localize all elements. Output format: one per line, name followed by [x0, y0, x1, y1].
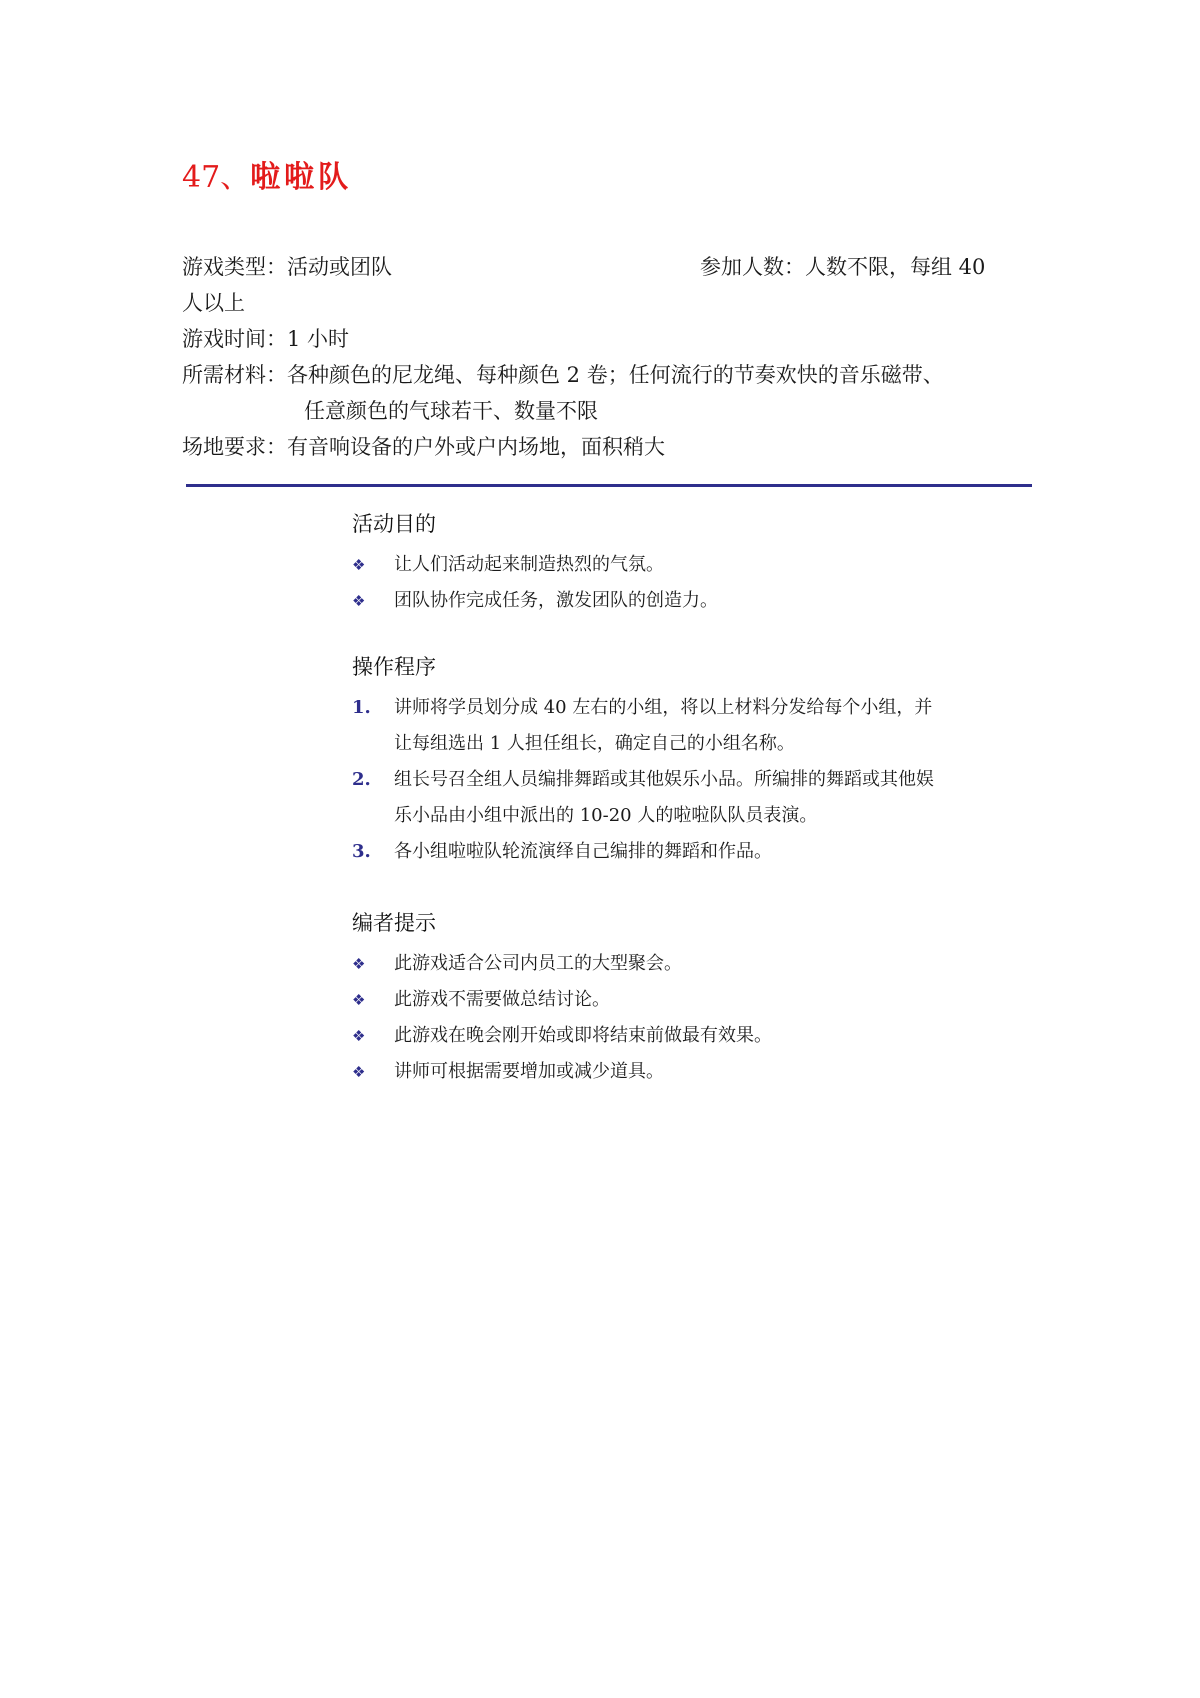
time-value: 1 小时 [287, 327, 350, 351]
venue-label: 场地要求： [182, 435, 287, 459]
list-item: 3. 各小组啦啦队轮流演绎自己编排的舞蹈和作品。 [352, 834, 1032, 870]
step-number: 1. [352, 697, 371, 718]
list-item: ❖ 讲师可根据需要增加或减少道具。 [352, 1054, 1032, 1090]
meta-row-type [182, 249, 1022, 285]
diamond-four-icon: ❖ [352, 1063, 366, 1081]
diamond-four-icon: ❖ [352, 592, 366, 610]
meta-row-venue [182, 429, 1022, 465]
game-type-label: 游戏类型： [182, 255, 287, 279]
section-divider [186, 484, 1032, 487]
game-number: 47、 [182, 160, 251, 195]
game-meta [182, 249, 1022, 465]
list-item: ❖ 团队协作完成任务，激发团队的创造力。 [352, 583, 1032, 619]
section-purpose [352, 509, 1032, 619]
materials-value-line2: 任意颜色的气球若干、数量不限 [304, 399, 598, 423]
diamond-four-icon: ❖ [352, 556, 366, 574]
game-type-value: 活动或团队 [287, 255, 392, 279]
diamond-four-icon: ❖ [352, 1027, 366, 1045]
list-item: ❖ 此游戏不需要做总结讨论。 [352, 982, 1032, 1018]
diamond-four-icon: ❖ [352, 991, 366, 1009]
list-item: ❖ 此游戏在晚会刚开始或即将结束前做最有效果。 [352, 1018, 1032, 1054]
section-title-purpose: 活动目的 [352, 512, 436, 536]
participants [700, 249, 985, 285]
meta-row-participants-cont [182, 285, 1022, 321]
meta-row-materials [182, 357, 1022, 393]
section-title-tips: 编者提示 [352, 911, 436, 935]
step-number: 3. [352, 841, 371, 862]
step-number: 2. [352, 769, 371, 790]
venue-value: 有音响设备的户外或户内场地，面积稍大 [287, 435, 665, 459]
list-item: ❖ 此游戏适合公司内员工的大型聚会。 [352, 946, 1032, 982]
meta-row-materials-cont [182, 393, 1022, 429]
time-label: 游戏时间： [182, 327, 287, 351]
materials-label: 所需材料： [182, 363, 287, 387]
participants-label: 参加人数： [700, 255, 805, 279]
game-title [182, 158, 352, 198]
meta-row-time [182, 321, 1022, 357]
participants-value: 人数不限，每组 40 [805, 255, 986, 279]
section-title-procedure: 操作程序 [352, 655, 436, 679]
section-tips [352, 908, 1032, 1090]
list-item: ❖ 让人们活动起来制造热烈的气氛。 [352, 547, 1032, 583]
section-procedure [352, 652, 1032, 870]
list-item: 2. 组长号召全组人员编排舞蹈或其他娱乐小品。所编排的舞蹈或其他娱 乐小品由小组中派出的 10-20 人的啦啦队队员表演。 [352, 762, 1032, 834]
participants-continued: 人以上 [182, 291, 245, 315]
game-name: 啦啦队 [250, 160, 353, 195]
materials-value-line1: 各种颜色的尼龙绳、每种颜色 2 卷；任何流行的节奏欢快的音乐磁带、 [287, 363, 944, 387]
diamond-four-icon: ❖ [352, 955, 366, 973]
list-item: 1. 讲师将学员划分成 40 左右的小组，将以上材料分发给每个小组，并 让每组选出 1 人担任组长，确定自己的小组名称。 [352, 690, 1032, 762]
